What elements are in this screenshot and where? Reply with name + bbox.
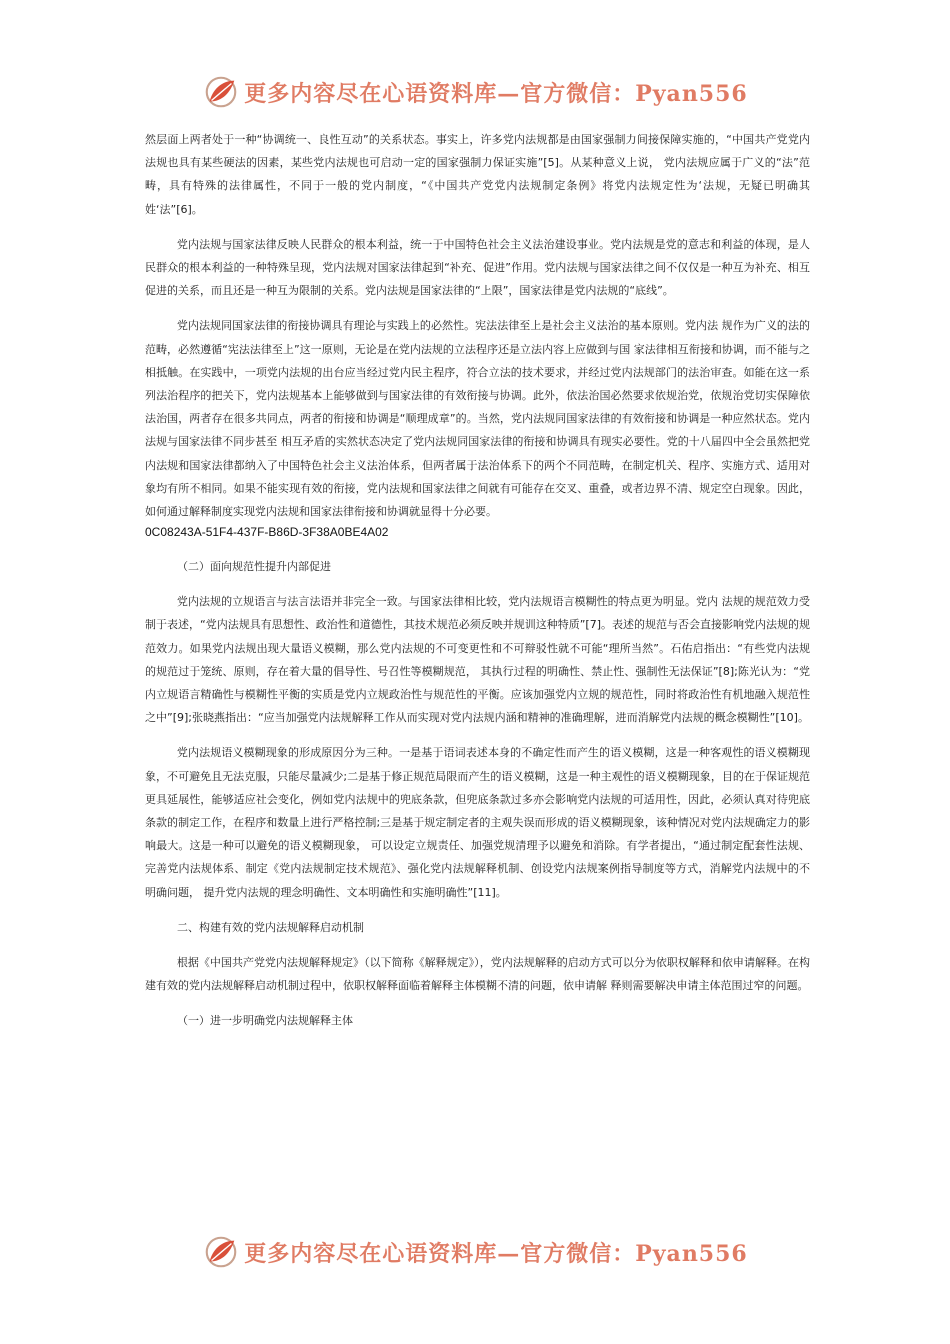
document-id-code: 0C08243A-51F4-437F-B86D-3F38A0BE4A02: [145, 525, 389, 540]
leaf-logo-icon: [202, 1233, 240, 1271]
header-watermark-banner: [0, 72, 950, 112]
document-body: [145, 128, 810, 1044]
paragraph-2: 党内法规与国家法律反映人民群众的根本利益，统一于中国特色社会主义法治建设事业。党内法规是党的意志和利益的体现，是人民群众的根本利益的一种特殊呈现，党内法规对国家法律起到“补充、促进”作用。党内法规与国家法律之间不仅仅是一种互为补充、相互促进的关系，而且还是一种互为限制的关系。党内法规是国家法律的“上限”，国家法律是党内法规的“底线”。: [145, 237, 810, 298]
paragraph-6: 根据《中国共产党党内法规解释规定》（以下简称《解释规定》），党内法规解释的启动方式可以分为依职权解释和依申请解释。在构建有效的党内法规解释启动机制过程中，依职权解释面临着解释主体模糊不清的问题，依申请解 释则需要解决申请主体范围过窄的问题。: [145, 955, 810, 993]
footer-watermark-banner: [0, 1232, 950, 1272]
banner-text: 更多内容尽在心语资料库—官方微信：Pyan556: [244, 1240, 748, 1267]
paragraph-4: 党内法规的立规语言与法言法语并非完全一致。与国家法律相比较，党内法规语言模糊性的特点更为明显。党内 法规的规范效力受制于表述，“党内法规具有思想性、政治性和道德性，其技术规范必须反映并规训这种特质”[7]。表述的规范与否会直接影响党内法规的规范效力。如果党内法规出现大量语义模糊，那么党内法规的不可变更性和不可辩驳性就不可能“理所当然”。石佑启指出：“有些党内法规的规范过于笼统、原则，存在着大量的倡导性、号召性等模糊规范， 其执行过程的明确性、禁止性、强制性无法保证”[8];陈光认为：“党内立规语言精确性与模糊性平衡的实质是党内立规政治性与规范性的平衡。应该加强党内立规的规范性，同时将政治性有机地融入规范性之中”[9];张晓燕指出：“应当加强党内法规解释工作从而实现对党内法规内涵和精神的准确理解，进而消解党内法规的概念模糊性”[10]。: [145, 595, 810, 725]
banner-text: 更多内容尽在心语资料库—官方微信：Pyan556: [244, 80, 748, 107]
subheading-1: （一）进一步明确党内法规解释主体: [177, 1014, 353, 1028]
section-heading-2: 二、构建有效的党内法规解释启动机制: [177, 920, 364, 934]
paragraph-3: 党内法规同国家法律的衔接协调具有理论与实践上的必然性。宪法法律至上是社会主义法治的基本原则。党内法 规作为广义的法的范畴，必然遵循“宪法法律至上”这一原则，无论是在党内法规的立法程序还是立法内容上应做到与国 家法律相互衔接和协调，而不能与之相抵触。在实践中，一项党内法规的出台应当经过党内民主程序，符合立法的技术要求，并经过党内法规部门的法治审查。如能在这一系列法治程序的把关下，党内法规基本上能够做到与国家法律的有效衔接与协调。此外，依法治国必然要求依规治党，依规治党切实保障依法治国，两者存在很多共同点，两者的衔接和协调是“顺理成章”的。当然，党内法规同国家法律的有效衔接和协调是一种应然状态。党内法规与国家法律不同步甚至 相互矛盾的实然状态决定了党内法规同国家法律的衔接和协调具有现实必要性。党的十八届四中全会虽然把党内法规和国家法律都纳入了中国特色社会主义法治体系，但两者属于法治体系下的两个不同范畴，在制定机关、程序、实施方式、适用对象均有所不相同。如果不能实现有效的衔接，党内法规和国家法律之间就有可能存在交叉、重叠，或者边界不清、规定空白现象。因此，如何通过解释制度实现党内法规和国家法律衔接和协调就显得十分必要。: [145, 319, 810, 519]
leaf-logo-icon: [202, 73, 240, 111]
paragraph-1: 然层面上两者处于一种“协调统一、良性互动”的关系状态。事实上，许多党内法规都是由国家强制力间接保障实施的，“中国共产党党内法规也具有某些硬法的因素，某些党内法规也可启动一定的国家强制力保证实施”[5]。从某种意义上说， 党内法规应属于广义的“法”范畴，具有特殊的法律属性，不同于一般的党内制度，“《中国共产党党内法规制定条例》将党内法规定性为‘法规，无疑已明确其姓‘法”[6]。: [145, 133, 810, 216]
paragraph-5: 党内法规语义模糊现象的形成原因分为三种。一是基于语词表述本身的不确定性而产生的语义模糊，这是一种客观性的语义模糊现象，不可避免且无法克服，只能尽量减少;二是基于修正规范局限而产生的语义模糊，这是一种主观性的语义模糊现象，目的在于保证规范更具延展性，能够适应社会变化，例如党内法规中的兜底条款，但兜底条款过多亦会影响党内法规的可适用性，因此，必须认真对待兜底条款的制定工作，在程序和数量上进行严格控制;三是基于规定制定者的主观失误而形成的语义模糊现象，该种情况对党内法规确定力的影响最大。这是一种可以避免的语义模糊现象， 可以设定立规责任、加强党规清理予以避免和消除。有学者提出，“通过制定配套性法规、完善党内法规体系、制定《党内法规制定技术规范》、强化党内法规解释机制、创设党内法规案例指导制度等方式，消解党内法规中的不明确问题， 提升党内法规的理念明确性、文本明确性和实施明确性”[11]。: [145, 746, 810, 899]
subheading-2: （二）面向规范性提升内部促进: [177, 560, 331, 574]
